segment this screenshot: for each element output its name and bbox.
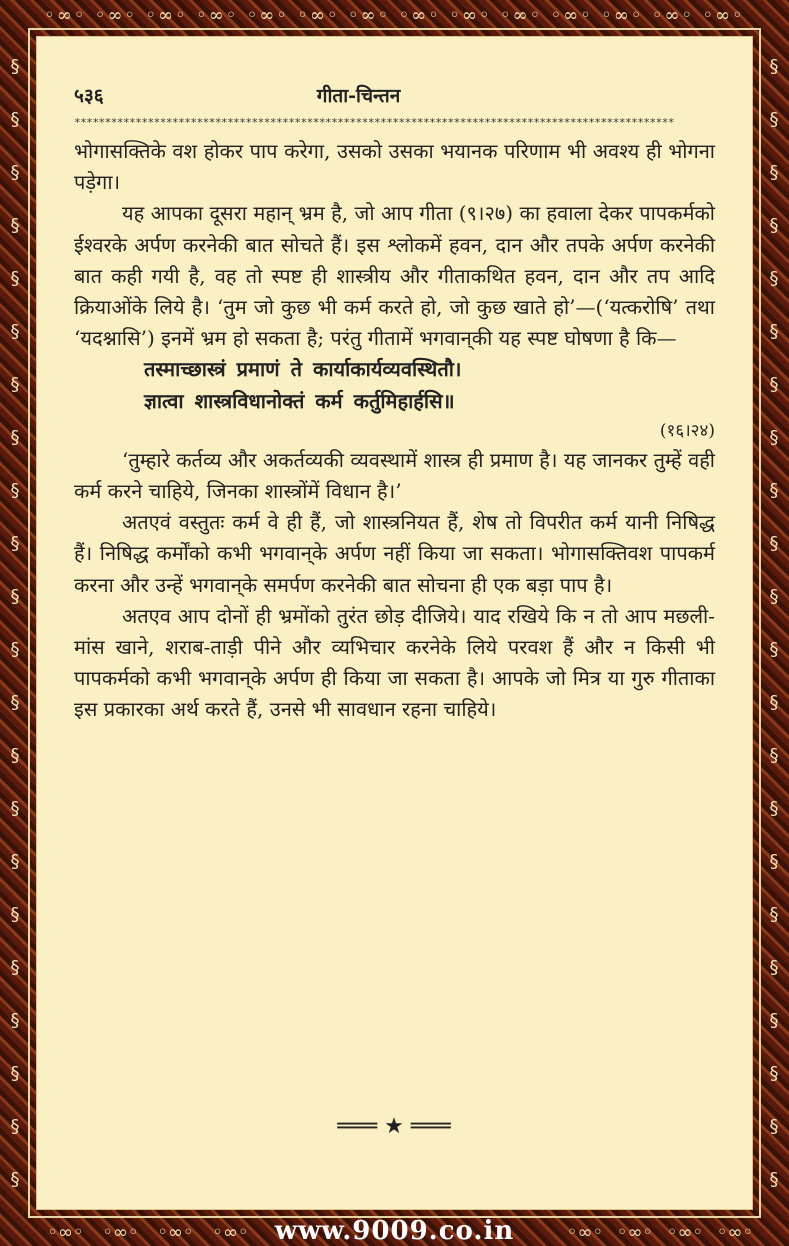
top-ornament: ◦∞◦ ◦∞◦ ◦∞◦ ◦∞◦ ◦∞◦ ◦∞◦ ◦∞◦ ◦∞◦ ◦∞◦ ◦∞◦ ◦∞◦ ◦∞◦ ◦∞◦ ◦∞◦ [44,4,745,26]
paragraph: यह आपका दूसरा महान् भ्रम है, जो आप गीता (९।२७) का हवाला देकर पापकर्मको ईश्वरके अर्पण करनेकी बात सोचते हैं। इस श्लोकमें हवन, दान और तपके अर्पण करनेकी बात कही गयी है, वह तो स्पष्ट ही शास्त्रीय और गीताकथित हवन, दान और तप आदि क्रियाओंके लिये है। ‘तुम जो कुछ भी कर्म करते हो, जो कुछ खाते हो’—(‘यत्करोषि’ तथा ‘यदश्नासि’) इनमें भ्रम हो सकता है; परंतु गीतामें भगवान्‌की यह स्पष्ट घोषणा है कि— [74,201,715,351]
page-number: ५३६ [74,85,104,107]
paragraph: ‘तुम्हारे कर्तव्य और अकर्तव्यकी व्यवस्थामें शास्त्र ही प्रमाण है। यह जानकर तुम्हें वही कर्म करने चाहिये, जिनका शास्त्रोंमें विधान है।’ [74,447,715,504]
verse-line: ज्ञात्वा शास्त्रविधानोक्तं कर्म कर्तुमिहार्हसि॥ [144,388,455,413]
end-mark-star: ═══ ★ ═══ [337,1114,451,1139]
running-title: गीता-चिन्तन [316,85,401,107]
verse-line: तस्माच्छास्त्रं प्रमाणं ते कार्याकार्यव्यवस्थितौ। [144,357,462,382]
bottom-right-ornament: ◦∞◦ ◦∞◦ ◦∞◦ ◦∞◦ [566,1221,754,1243]
star-rule: ************************************************************************************************** [74,116,675,129]
website-watermark: www.9009.co.in [274,1216,515,1246]
paragraph: अतएव आप दोनों ही भ्रमोंको तुरंत छोड़ दीजिये। याद रखिये कि न तो आप मछली-मांस खाने, शराब-ताड़ी पीने और व्यभिचार करनेके लिये परवश हैं और न किसी भी पापकर्मको कभी भगवान्‌के अर्पण ही किया जा सकता है। आपके जो मित्र या गुरु गीताका इस प्रकारका अर्थ करते हैं, उनसे भी सावधान रहना चाहिये। [74,603,715,722]
verse-reference: (१६।२४) [659,420,715,441]
left-ornament: § § § § § § § § § § § § § § § § § § § § § § [10,56,20,1190]
right-ornament: § § § § § § § § § § § § § § § § § § § § § § [769,56,779,1190]
paragraph: भोगासक्तिके वश होकर पाप करेगा, उसको उसका भयानक परिणाम भी अवश्य ही भोगना पड़ेगा। [74,139,715,195]
paragraph: अतएवं वस्तुतः कर्म वे ही हैं, जो शास्त्रनियत हैं, शेष तो विपरीत कर्म यानी निषिद्ध हैं। निषिद्ध कर्मोंको कभी भगवान्‌के अर्पण नहीं किया जा सकता। भोगासक्तिवश पापकर्म करना और उन्हें भगवान्‌के समर्पण करनेकी बात सोचना ही एक बड़ा पाप है। [74,510,715,597]
bottom-left-ornament: ◦∞◦ ◦∞◦ ◦∞◦ ◦∞◦ [47,1221,249,1243]
page-header [36,82,681,112]
body-text [74,136,715,726]
